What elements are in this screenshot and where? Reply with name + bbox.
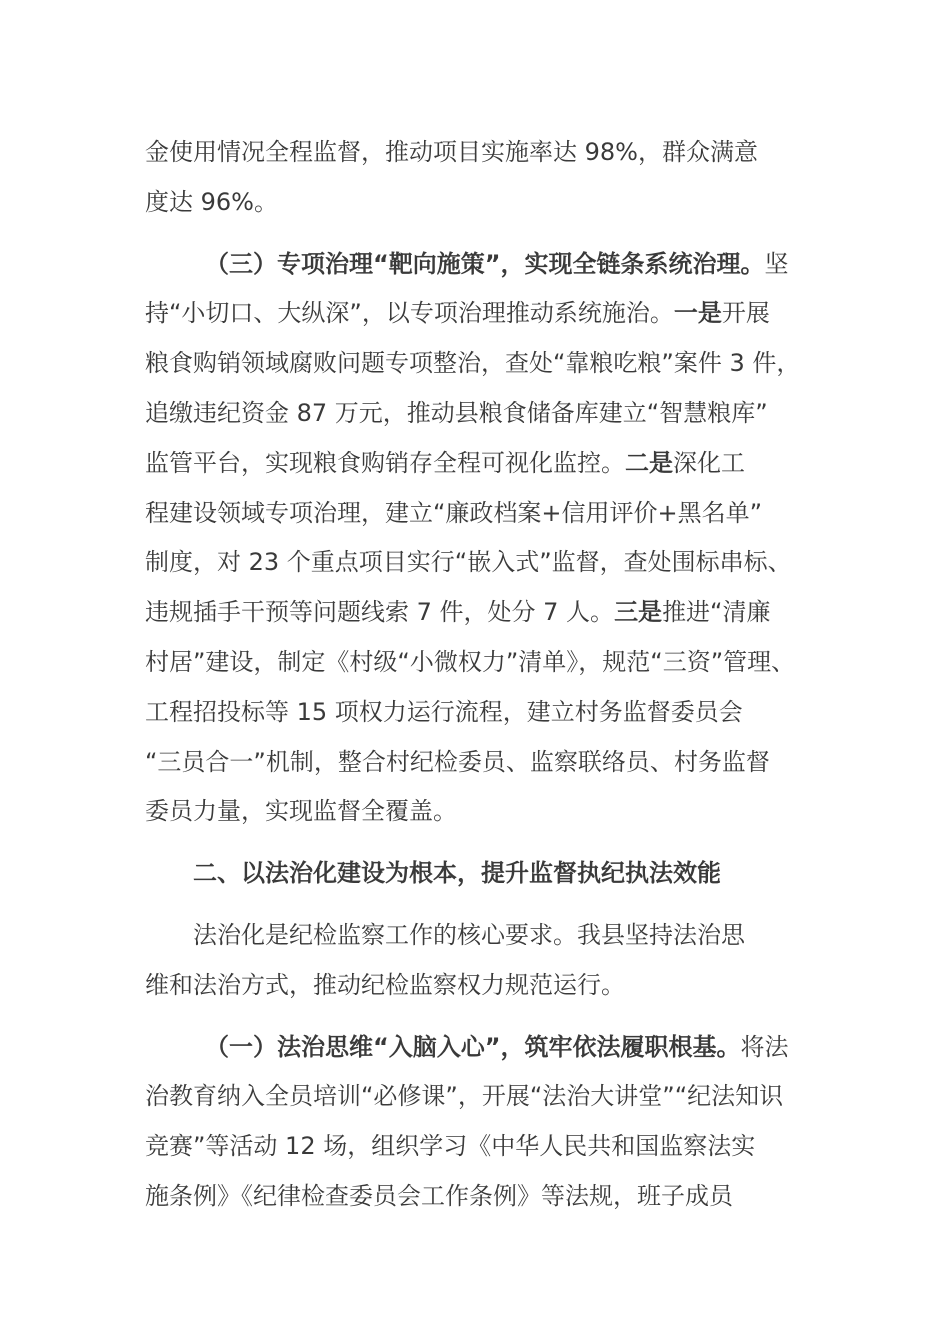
text-line: 违规插手干预等问题线索 7 件，处分 7 人。 xyxy=(145,598,615,627)
section-heading-1: （一）法治思维“入脑入心”，筑牢依法履职根基。 xyxy=(205,1032,741,1061)
section-heading-3: （三）专项治理“靶向施策”，实现全链条系统治理。 xyxy=(205,249,765,278)
text-line: 维和法治方式，推动纪检监察权力规范运行。 xyxy=(145,970,625,999)
text-line: 法治化是纪检监察工作的核心要求。我县坚持法治思 xyxy=(193,920,745,949)
text-line: 制度，对 23 个重点项目实行“嵌入式”监督，查处围标串标、 xyxy=(145,548,792,577)
text-line: 治教育纳入全员培训“必修课”，开展“法治大讲堂”“纪法知识 xyxy=(145,1082,784,1111)
text-line: 程建设领域专项治理，建立“廉政档案+信用评价+黑名单” xyxy=(145,498,763,527)
paragraph-special-governance xyxy=(145,240,810,838)
text-line: 持“小切口、大纵深”，以专项治理推动系统施治。 xyxy=(145,299,674,328)
text-line: 将法 xyxy=(740,1032,789,1061)
text-line: 委员力量，实现监督全覆盖。 xyxy=(145,797,457,826)
text-line: 工程招投标等 15 项权力运行流程，建立村务监督委员会 xyxy=(145,697,743,726)
text-line: 粮食购销领域腐败问题专项整治，查处“靠粮吃粮”案件 3 件， xyxy=(145,349,801,378)
section-heading-2: 二、以法治化建设为根本，提升监督执纪执法效能 xyxy=(193,859,721,888)
paragraph-rule-of-law-intro xyxy=(145,911,810,1011)
point-2-label: 二是 xyxy=(625,448,673,477)
text-line: 度达 96%。 xyxy=(145,187,278,216)
text-line: “三员合一”机制，整合村纪检委员、监察联络员、村务监督 xyxy=(145,747,770,776)
text-line: 推进“清廉 xyxy=(662,598,771,627)
text-line: 施条例》《纪律检查委员会工作条例》等法规，班子成员 xyxy=(145,1181,733,1210)
document-body xyxy=(145,128,810,1222)
paragraph-rule-of-law-thinking xyxy=(145,1023,810,1222)
text-line: 开展 xyxy=(721,299,770,328)
text-line: 追缴违纪资金 87 万元，推动县粮食储备库建立“智慧粮库” xyxy=(145,398,768,427)
text-line: 村居”建设，制定《村级“小微权力”清单》，规范“三资”管理、 xyxy=(145,647,796,676)
paragraph-funds-supervision xyxy=(145,128,810,228)
point-3-label: 三是 xyxy=(614,598,663,627)
text-line: 坚 xyxy=(764,249,789,278)
text-line: 竞赛”等活动 12 场，组织学习《中华人民共和国监察法实 xyxy=(145,1132,756,1161)
text-line: 深化工 xyxy=(673,448,745,477)
text-line: 金使用情况全程监督，推动项目实施率达 98%，群众满意 xyxy=(145,138,758,166)
point-1-label: 一是 xyxy=(673,299,722,328)
text-line: 监管平台，实现粮食购销存全程可视化监控。 xyxy=(145,448,625,477)
